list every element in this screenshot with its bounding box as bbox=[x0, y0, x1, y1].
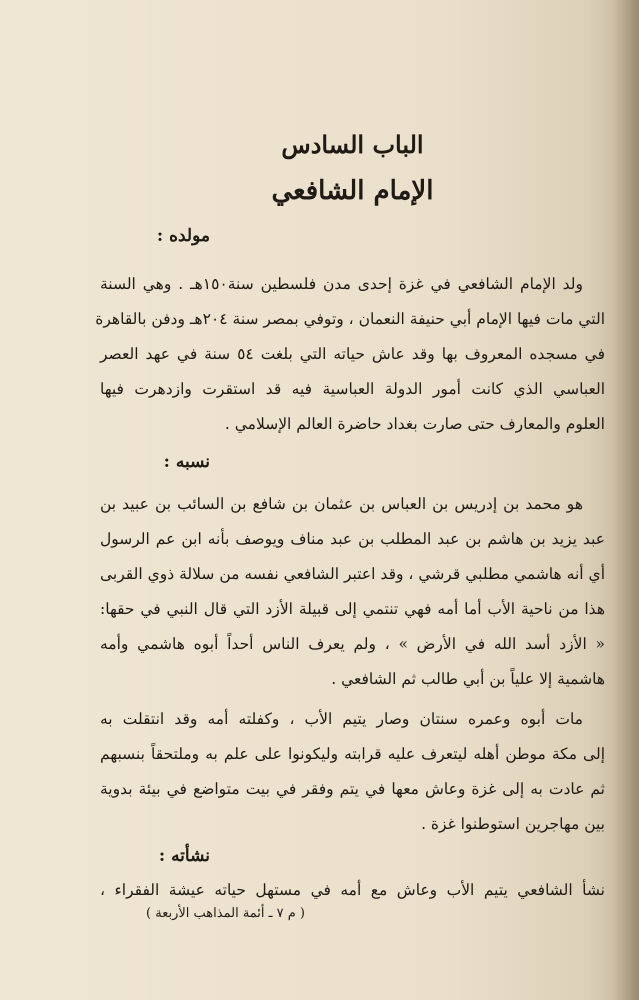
lineage-line-5: « الأزد أسد الله في الأرض » ، ولم يعرف الناس أحداً أبوه هاشمي وأمه bbox=[100, 635, 605, 653]
childhood-line-2: إلى مكة موطن أهله ليتعرف عليه قرابته وليكونوا على علم به وملتحقاً بنسبهم bbox=[100, 745, 605, 763]
childhood-line-3: ثم عادت به إلى غزة وعاش معها في يتم وفقر في بيت متواضع في بيئة بدوية bbox=[100, 780, 605, 798]
birth-line-4: العباسي الذي كانت أمور الدولة العباسية فيه قد استقرت وازدهرت فيها bbox=[100, 380, 605, 398]
heading-birth: مولده : bbox=[156, 226, 210, 246]
upbringing-line-1: نشأ الشافعي يتيم الأب وعاش مع أمه في مستهل حياته عيشة الفقراء ، bbox=[100, 881, 605, 899]
chapter-title: الباب السادس bbox=[281, 130, 424, 159]
chapter-subtitle: الإمام الشافعي bbox=[271, 176, 434, 206]
lineage-line-2: عبد يزيد بن هاشم بن عبد المطلب بن عبد مناف ويوصف بأنه ابن عم الرسول bbox=[100, 530, 605, 548]
birth-line-1: ولد الإمام الشافعي في غزة إحدى مدن فلسطين سنة١٥٠هـ . وهي السنة bbox=[100, 275, 583, 293]
lineage-line-4: هذا من ناحية الأب أما أمه فهي تنتمي إلى قبيلة الأزد التي قال النبي في حقها: bbox=[100, 600, 605, 618]
childhood-line-4: بين مهاجرين استوطنوا غزة . bbox=[421, 815, 605, 833]
lineage-line-6: هاشمية إلا علياً بن أبي طالب ثم الشافعي . bbox=[331, 670, 605, 688]
birth-line-3: في مسجده المعروف بها وقد عاش حياته التي بلغت ٥٤ سنة في عهد العصر bbox=[100, 345, 605, 363]
childhood-line-1: مات أبوه وعمره سنتان وصار يتيم الأب ، وكفلته أمه وقد انتقلت به bbox=[100, 710, 583, 728]
page-edge-shadow bbox=[613, 0, 639, 1000]
lineage-line-1: هو محمد بن إدريس بن العباس بن عثمان بن شافع بن السائب بن عبيد بن bbox=[100, 495, 583, 513]
birth-line-5: العلوم والمعارف حتى صارت بغداد حاضرة العالم الإسلامي . bbox=[224, 415, 605, 433]
birth-line-2: التي مات فيها الإمام أبي حنيفة النعمان ، وتوفي بمصر سنة ٢٠٤هـ ودفن بالقاهرة bbox=[95, 310, 605, 328]
heading-upbringing: نشأته : bbox=[158, 846, 210, 866]
lineage-line-3: أي أنه هاشمي مطلبي قرشي ، وقد اعتبر الشافعي نفسه من سلالة ذوي القربى bbox=[100, 565, 605, 583]
heading-lineage: نسبه : bbox=[163, 452, 210, 472]
page-footer: ( م ٧ ـ أئمة المذاهب الأربعة ) bbox=[146, 906, 305, 921]
